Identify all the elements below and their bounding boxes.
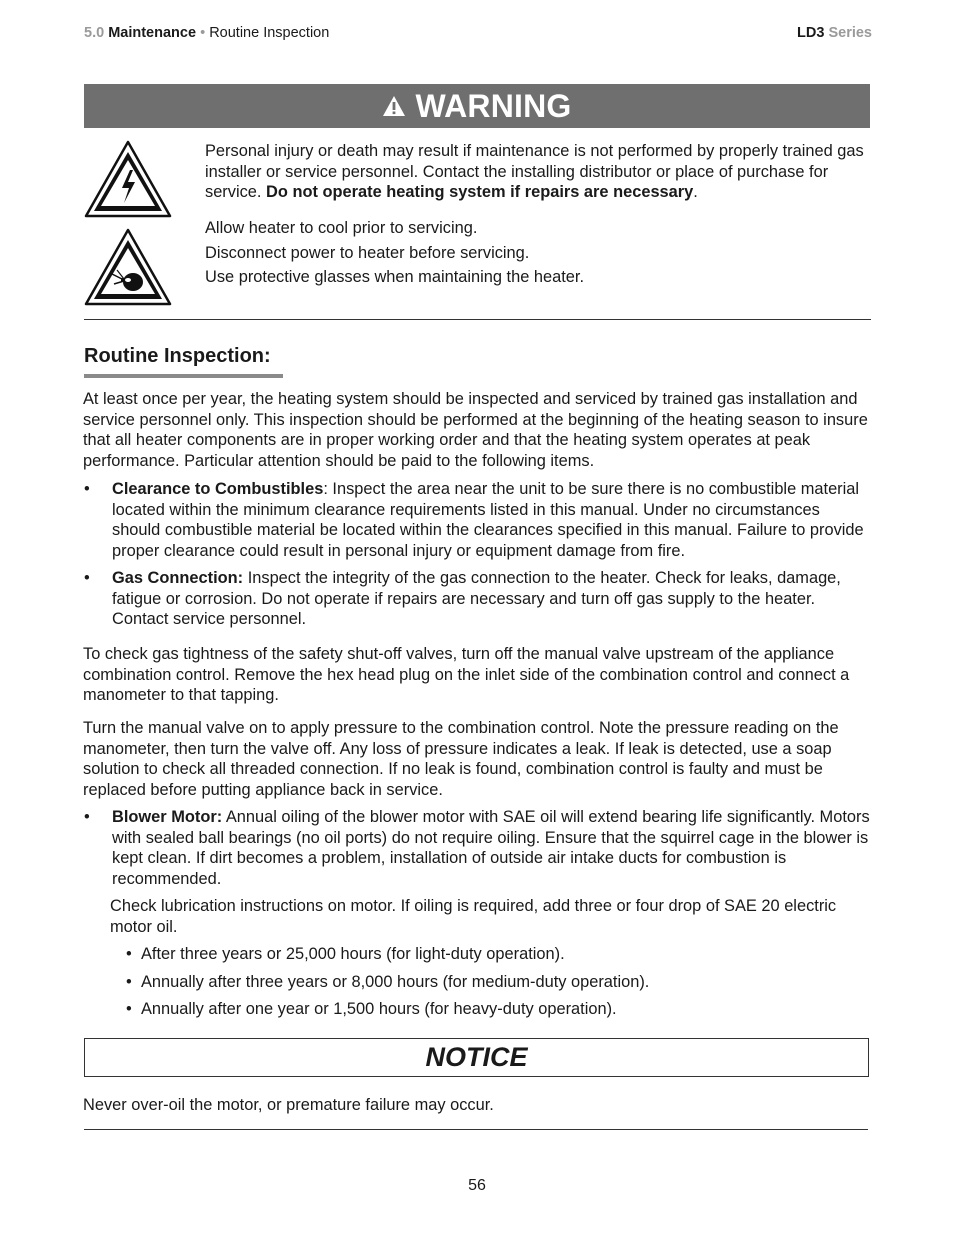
- sub-bullet-marker: •: [126, 945, 132, 963]
- sub-bullet-marker: •: [126, 1000, 132, 1018]
- bullet-blower-motor: [112, 807, 872, 889]
- bullet-separator: :: [323, 480, 333, 498]
- series-label: [797, 25, 872, 41]
- warning-banner: [84, 84, 870, 128]
- intro-paragraph: At least once per year, the heating system should be inspected and serviced by trained gas installation and service personnel only. This inspection should be performed at the beginning of the heating season to insure that all heater components are in proper working order and that the heating system operates at peak performance. Particular attention should be paid to the following items.: [83, 390, 868, 470]
- warning-line: Disconnect power to heater before servicing.: [205, 244, 530, 262]
- electrical-hazard-icon: [84, 140, 172, 218]
- bullet-label: Gas Connection:: [112, 569, 244, 587]
- sub-bullet-marker: •: [126, 973, 132, 991]
- section-number: 5.0: [84, 25, 105, 41]
- subsection-name: Routine Inspection: [209, 25, 330, 41]
- warning-bold-text: Do not operate heating system if repairs are necessary: [266, 183, 694, 201]
- breadcrumb: [84, 25, 329, 41]
- warning-line: Use protective glasses when maintaining the heater.: [205, 268, 585, 286]
- gas-test-paragraph: Turn the manual valve on to apply pressure to the combination control. Note the pressure reading on the manometer, then turn the valve off. Any loss of pressure indicates a leak. If leak is detected, use a soap solution to check all threaded connection. If no leak is found, combination control is faulty and must be replaced before putting appliance back in service.: [83, 719, 839, 799]
- warning-paragraph: [205, 141, 873, 203]
- title-underline: [84, 374, 283, 378]
- section-name: Maintenance: [108, 25, 197, 41]
- bullet-clearance: [112, 479, 872, 561]
- notice-title: NOTICE: [425, 1042, 528, 1072]
- bullet-marker: •: [84, 569, 90, 587]
- notice-text: Never over-oil the motor, or premature failure may occur.: [83, 1096, 494, 1114]
- warning-end-punct: .: [693, 183, 698, 201]
- oil-schedule-item: After three years or 25,000 hours (for light-duty operation).: [141, 945, 565, 963]
- breadcrumb-separator: •: [200, 25, 206, 41]
- divider: [84, 1129, 868, 1130]
- bullet-marker: •: [84, 480, 90, 498]
- bullet-label: Blower Motor:: [112, 808, 223, 826]
- divider: [84, 319, 871, 320]
- gas-check-paragraph: To check gas tightness of the safety shut-off valves, turn off the manual valve upstream of the appliance combination control. Remove the hex head plug on the inlet side of the combination control and connect a manometer to that tapping.: [83, 645, 850, 704]
- warning-triangle-icon: [382, 95, 406, 117]
- bullet-marker: •: [84, 808, 90, 826]
- bullet-body: Annual oiling of the blower motor with SAE oil will extend bearing life significantly. Motors with sealed ball bearings (no oil ports) do not require oiling. Ensure that the squirrel cage in the blower is kept clean. If dirt becomes a problem, installation of outside air intake ducts for combustion is recommended.: [112, 808, 870, 888]
- series-word: Series: [828, 25, 872, 41]
- notice-box: [84, 1038, 869, 1077]
- bullet-body: Inspect the area near the unit to be sure there is no combustible material located within the minimum clearance requirements listed in this manual. Under no circumstances should combustible material be located within the clearances specified in this manual. Failure to provide proper clearance could result in personal injury or equipment damage from fire.: [112, 480, 864, 560]
- warning-line: Allow heater to cool prior to servicing.: [205, 219, 478, 237]
- oil-schedule-item: Annually after three years or 8,000 hours (for medium-duty operation).: [141, 973, 650, 991]
- warning-title: WARNING: [415, 87, 572, 124]
- section-title: Routine Inspection:: [84, 345, 271, 367]
- eye-protection-icon: [84, 228, 172, 306]
- page-number: 56: [468, 1177, 486, 1194]
- lubrication-paragraph: Check lubrication instructions on motor. If oiling is required, add three or four drop of SAE 20 electric motor oil.: [110, 897, 837, 936]
- bullet-label: Clearance to Combustibles: [112, 480, 324, 498]
- bullet-body: Inspect the integrity of the gas connection to the heater. Check for leaks, damage, fatigue or corrosion. Do not operate if repairs are necessary and turn off gas supply to the heater. Contact service personnel.: [112, 569, 841, 628]
- series-code: LD3: [797, 25, 825, 41]
- bullet-gas-connection: [112, 568, 872, 630]
- warning-main-text: Personal injury or death may result if maintenance is not performed by properly trained gas installer or service personnel. Contact the installing distributor or place of purchase for service.: [205, 142, 864, 201]
- oil-schedule-item: Annually after one year or 1,500 hours (for heavy-duty operation).: [141, 1000, 617, 1018]
